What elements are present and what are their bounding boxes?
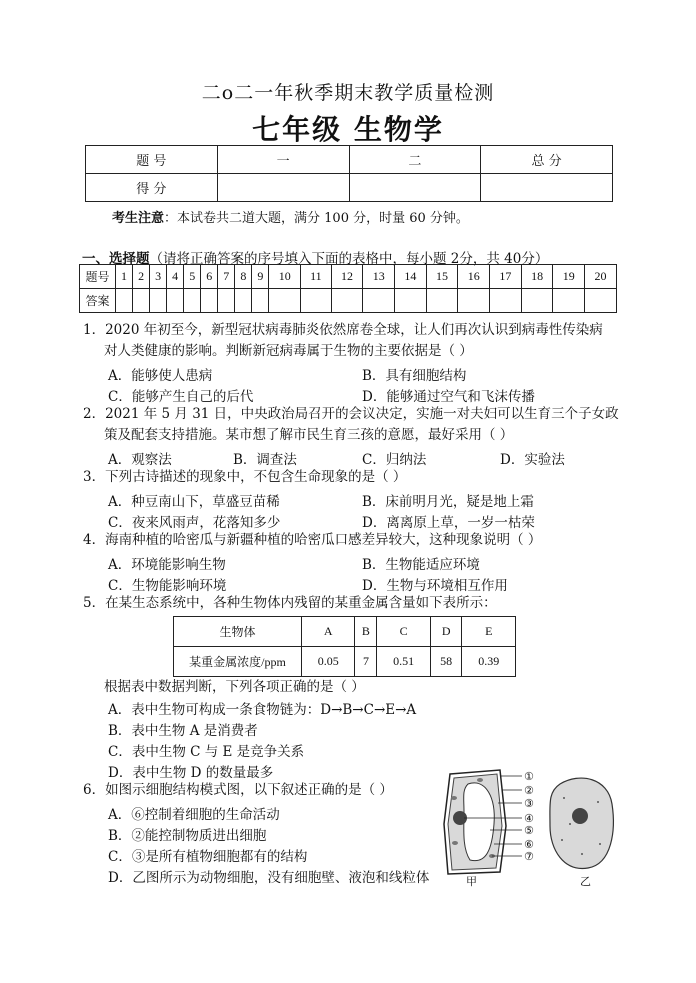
q4-stem: 4．海南种植的哈密瓜与新疆种植的哈密瓜口感差异较大，这种现象说明（ ）	[83, 532, 542, 548]
answer-grid-cell[interactable]	[269, 289, 301, 313]
animal-nucleus-shape	[572, 808, 588, 824]
q2-option-b[interactable]: B．调查法	[233, 452, 297, 468]
q6-option-b[interactable]: B．②能控制物质进出细胞	[108, 828, 267, 844]
answer-grid-cell[interactable]	[252, 289, 269, 313]
answer-grid-number: 17	[490, 265, 522, 289]
answer-grid-cell[interactable]	[235, 289, 252, 313]
answer-grid-cell[interactable]	[395, 289, 427, 313]
answer-grid-number: 16	[458, 265, 490, 289]
answer-grid-number: 11	[301, 265, 332, 289]
q3-option-b[interactable]: B．床前明月光，疑是地上霜	[362, 494, 534, 510]
figure-label: ②	[524, 784, 534, 797]
q5-option-d[interactable]: D．表中生物 D 的数量最多	[108, 765, 274, 781]
chloroplast-shape	[452, 841, 458, 845]
cytoplasm-dot	[569, 823, 571, 825]
answer-grid-cell[interactable]	[553, 289, 585, 313]
q1-option-c[interactable]: C．能够产生自己的后代	[108, 389, 254, 405]
score-input-cell[interactable]	[217, 174, 349, 202]
figure-label: ④	[524, 812, 534, 825]
answer-grid-number-row	[80, 265, 617, 289]
answer-grid-cell[interactable]	[116, 289, 133, 313]
answer-grid-number: 9	[252, 265, 269, 289]
score-table-row	[86, 146, 613, 174]
answer-grid-number: 4	[167, 265, 184, 289]
answer-grid-cell[interactable]	[521, 289, 553, 313]
exam-title: 二o二一年秋季期末教学质量检测	[201, 82, 495, 104]
figure-label: ⑤	[524, 824, 534, 837]
score-header-cell: 总 分	[481, 146, 613, 174]
q4-option-a[interactable]: A．环境能影响生物	[108, 557, 226, 573]
q5-option-b[interactable]: B．表中生物 A 是消费者	[108, 723, 258, 739]
cytoplasm-dot	[581, 853, 583, 855]
answer-grid	[79, 264, 617, 313]
table-row	[174, 647, 516, 677]
table-cell: 58	[430, 647, 462, 677]
plant-cell-diagram	[444, 770, 506, 874]
answer-grid-answer-row	[80, 289, 617, 313]
score-input-cell[interactable]	[349, 174, 481, 202]
answer-grid-number: 10	[269, 265, 301, 289]
answer-grid-cell[interactable]	[585, 289, 617, 313]
answer-grid-number: 20	[585, 265, 617, 289]
table-cell: D	[430, 617, 462, 647]
section-title: 一、选择题	[82, 251, 150, 267]
table-cell: C	[377, 617, 430, 647]
cell-structure-figure	[440, 768, 620, 888]
chloroplast-shape	[477, 778, 483, 782]
score-input-cell[interactable]	[481, 174, 613, 202]
q1-option-a[interactable]: A．能够使人患病	[108, 368, 213, 384]
vacuole-shape	[464, 783, 495, 861]
figure-labels	[524, 770, 534, 863]
q6-option-d[interactable]: D．乙图所示为动物细胞，没有细胞壁、液泡和线粒体	[108, 870, 430, 886]
cytoplasm-dot	[597, 801, 599, 803]
q2-option-a[interactable]: A．观察法	[108, 452, 172, 468]
answer-grid-cell[interactable]	[301, 289, 332, 313]
q1-stem-line1: 1．2020 年初至今，新型冠状病毒肺炎依然席卷全球，让人们再次认识到病毒性传染病	[83, 322, 603, 338]
q1-option-b[interactable]: B．具有细胞结构	[362, 368, 467, 384]
q5-stem: 5．在某生态系统中，各种生物体内残留的某重金属含量如下表所示：	[83, 595, 497, 611]
answer-grid-cell[interactable]	[331, 289, 363, 313]
q3-option-c[interactable]: C．夜来风雨声，花落知多少	[108, 515, 281, 531]
figure-label: ⑦	[524, 850, 534, 863]
answer-grid-number: 8	[235, 265, 252, 289]
figure-caption-left: 甲	[466, 875, 477, 888]
q6-stem: 6．如图示细胞结构模式图，以下叙述正确的是（ ）	[83, 782, 393, 798]
answer-grid-cell[interactable]	[218, 289, 235, 313]
figure-label: ③	[524, 797, 534, 810]
exam-notice	[112, 207, 469, 226]
q2-option-c[interactable]: C．归纳法	[362, 452, 427, 468]
section-instruction: （请将正确答案的序号填入下面的表格中，每小题 2分，共 40分）	[149, 251, 549, 267]
figure-label: ①	[524, 770, 534, 783]
exam-subtitle: 七年级 生物学	[252, 113, 444, 146]
table-cell: A	[302, 617, 355, 647]
q3-option-d[interactable]: D．离离原上草，一岁一枯荣	[362, 515, 535, 531]
answer-grid-number: 7	[218, 265, 235, 289]
table-cell: 0.05	[302, 647, 355, 677]
q4-option-d[interactable]: D．生物与环境相互作用	[362, 578, 508, 594]
answer-grid-number: 18	[521, 265, 553, 289]
answer-grid-cell[interactable]	[167, 289, 184, 313]
q1-option-d[interactable]: D．能够通过空气和飞沫传播	[362, 389, 535, 405]
answer-grid-cell[interactable]	[458, 289, 490, 313]
answer-grid-number: 3	[150, 265, 167, 289]
cytoplasm-dot	[563, 797, 565, 799]
cytoplasm-dot	[561, 839, 563, 841]
table-cell: 7	[355, 647, 377, 677]
q4-option-c[interactable]: C．生物能影响环境	[108, 578, 227, 594]
answer-grid-cell[interactable]	[426, 289, 458, 313]
q3-stem: 3．下列古诗描述的现象中，不包含生命现象的是（ ）	[83, 469, 407, 485]
score-header-cell: 二	[349, 146, 481, 174]
q5-prompt: 根据表中数据判断，下列各项正确的是（ ）	[104, 679, 365, 695]
answer-grid-label: 题号	[80, 265, 116, 289]
q6-option-c[interactable]: C．③是所有植物细胞都有的结构	[108, 849, 308, 865]
answer-grid-number: 13	[363, 265, 395, 289]
notice-label: 考生注意	[112, 211, 165, 226]
q2-stem-line2: 策及配套支持措施。某市想了解市民生育三孩的意愿，最好采用（ ）	[104, 427, 514, 443]
q5-option-a[interactable]: A．表中生物可构成一条食物链为：D→B→C→E→A	[108, 702, 417, 718]
q5-option-c[interactable]: C．表中生物 C 与 E 是竞争关系	[108, 744, 305, 760]
q2-option-d[interactable]: D．实验法	[500, 452, 565, 468]
answer-grid-cell[interactable]	[184, 289, 201, 313]
answer-grid-cell[interactable]	[363, 289, 395, 313]
answer-grid-number: 14	[395, 265, 427, 289]
figure-caption-right: 乙	[580, 875, 591, 888]
q4-option-b[interactable]: B．生物能适应环境	[362, 557, 480, 573]
answer-grid-number: 12	[331, 265, 363, 289]
score-table-row	[86, 174, 613, 202]
q6-option-a[interactable]: A．⑥控制着细胞的生命活动	[108, 807, 280, 823]
q1-stem-line2: 对人类健康的影响。判断新冠病毒属于生物的主要依据是（ ）	[104, 343, 473, 359]
score-table	[85, 145, 613, 202]
table-cell: 0.39	[462, 647, 516, 677]
score-header-cell: 一	[217, 146, 349, 174]
answer-grid-cell[interactable]	[150, 289, 167, 313]
animal-cell-diagram	[550, 778, 613, 868]
table-cell: 0.51	[377, 647, 430, 677]
answer-grid-number: 19	[553, 265, 585, 289]
score-header-cell: 题 号	[86, 146, 218, 174]
answer-grid-number: 15	[426, 265, 458, 289]
heavy-metal-table	[173, 616, 516, 677]
table-cell: 生物体	[174, 617, 302, 647]
answer-grid-cell[interactable]	[201, 289, 218, 313]
table-cell: 某重金属浓度/ppm	[174, 647, 302, 677]
chloroplast-shape	[451, 796, 457, 800]
table-row	[174, 617, 516, 647]
q3-option-a[interactable]: A．种豆南山下，草盛豆苗稀	[108, 494, 280, 510]
score-label-cell: 得 分	[86, 174, 218, 202]
answer-grid-number: 1	[116, 265, 133, 289]
table-cell: E	[462, 617, 516, 647]
answer-grid-number: 6	[201, 265, 218, 289]
answer-grid-cell[interactable]	[133, 289, 150, 313]
answer-grid-number: 5	[184, 265, 201, 289]
notice-text: ：本试卷共二道大题，满分 100 分，时量 60 分钟。	[164, 211, 469, 226]
figure-label: ⑥	[524, 838, 534, 851]
q2-stem-line1: 2．2021 年 5 月 31 日，中央政治局召开的会议决定，实施一对夫妇可以生育三个子女政	[83, 406, 619, 422]
answer-grid-cell[interactable]	[490, 289, 522, 313]
answer-grid-number: 2	[133, 265, 150, 289]
table-cell: B	[355, 617, 377, 647]
cytoplasm-dot	[599, 843, 601, 845]
answer-grid-label: 答案	[80, 289, 116, 313]
